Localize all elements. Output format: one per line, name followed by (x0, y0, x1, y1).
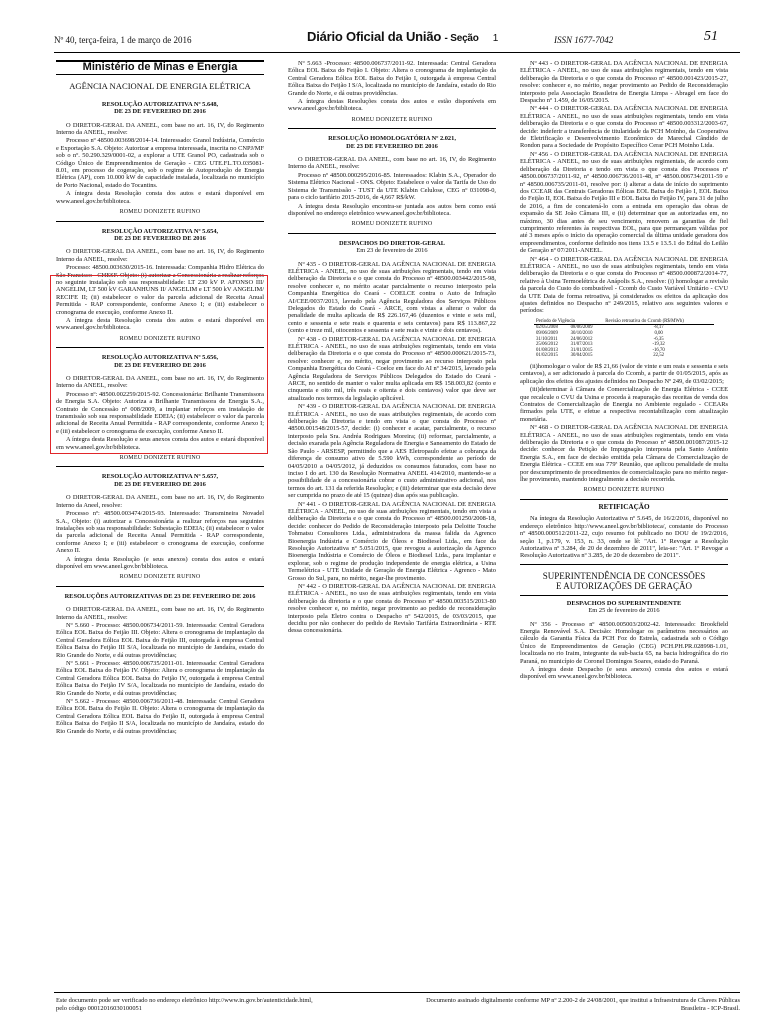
paragraph: Nº 439 - O DIRETOR-GERAL DA AGÊNCIA NACIONAL DE ENERGIA ELÉTRICA - ANEEL, no uso de suas atribuições regimentais, de acordo com deliberação da Diretoria e tendo em vista o que consta do Processo nº 48500.001548/2015-57, decide: (i) conhecer e acatar, parcialmente, o recurso interposto pela Sra. Andréa Rodrigues Moreira; (ii) reformar, parcialmente, a decisão exarada pela Agência Reguladora de Energia e Saneamento do Estado de São Paulo - ARSESP, permitindo que a AES Eletropaulo efetue a cobrança da diferença de consumo ativo de 5.590 kWh, correspondente ao período de 04/05/2010 a 04/05/2012, já deduzidos os consumos faturados, com base no inciso I do art. 130 da Resolução Normativa ANEEL 414/2010, mantendo-se a possibilidade de a concessionária cobrar o custo administrativo adicional, nos termos do art. 131 da referida Resolução; e (iii) determinar que esta decisão deve ser cumprida no prazo de até 15 (quinze) dias após sua publicação. (288, 403, 496, 500)
table-header: Revisão retroativa do Ccomb (R$/MWh) (603, 319, 714, 325)
superintendency-line-1: SUPERINTENDÊNCIA DE CONCESSÕES (542, 570, 706, 581)
paragraph: O DIRETOR-GERAL DA ANEEL, com base no art. 16, IV, do Regimento Interno da ANEEL, resolve: (56, 121, 264, 137)
resolution-title: RESOLUÇÃO AUTORIZATIVA Nº 5.654, (101, 227, 219, 235)
table-cell: -19,32 (652, 342, 665, 348)
paragraph: Nº 443 - O DIRETOR-GERAL DA AGÊNCIA NACIONAL DE ENERGIA ELÉTRICA - ANEEL, no uso de suas atribuições regimentais, tendo em vista deliberação da Diretoria e o que consta do Processo nº 48500.001423/2015-27, resolve: conhecer e, no mérito, negar provimento ao Pedido de Reconsideração interposto pela Associação Brasileira de Energia Limpa - Abragel em face do Despacho nº 1.459, de 16/05/2015. (520, 60, 728, 105)
footer-signature-note: Documento assinado digitalmente conforme MP nº 2.200-2 de 24/08/2001, que institui a Infraestrutura de Chaves Públicas Brasileira - ICP-Brasil. (426, 997, 740, 1012)
resolution-date: DE 23 DE FEVEREIRO DE 2016 (346, 142, 438, 150)
paragraph: Nº 441 - O DIRETOR-GERAL DA AGÊNCIA NACIONAL DE ENERGIA ELÉTRICA - ANEEL, no uso de suas atribuições regimentais, tendo em vista a deliberação da Diretoria e o que consta do Processo nº 48500.001250/2008-18, decide: conhecer do Pedido de Reconsideração interposto pela Deloitte Touche Tohmatsu Consultores Ltda., administradora da massa falida da Agrenco Bioenergia Indústria e Comércio de Óleos e Biodiesel Ltda., em face da Resolução Autorizativa nº 5.051/2015, que revogou a autorização da Agrenco Bioenergia Indústria e Comércio de Óleos e Biodiesel Ltda., para implantar e explorar, sob o regime de produção independente de energia elétrica, a Usina Termelétrica - UTE Unidade de Geração de Energia Elétrica - Agrenco - Mato Grosso do Sul, para, no mérito, negar-lhe provimento. (288, 500, 496, 582)
paragraph: Nº 468 - O DIRETOR-GERAL DA AGÊNCIA NACIONAL DE ENERGIA ELÉTRICA - ANEEL, no uso de suas atribuições regimentais, tendo em vista deliberação da Diretoria e o que consta do Processo nº 48500.001087/2015-12 decide: conhecer da Petição de Impugnação interposta pela Santo Antônio Energia S.A., em face de decisão emitida pela Câmara de Comercialização de Energia Elétrica - CCEE em sua 779ª Reunião, que aplicou penalidade de multa por descumprimento de procedimentos de comercialização para no mérito negar-lhe provimento, mantendo integralmente a decisão recorrida. (520, 424, 728, 484)
divider (56, 466, 264, 467)
table-cell: -8,17 (653, 325, 664, 331)
divider (288, 233, 496, 234)
header-rule (54, 52, 740, 53)
table-cell: 25/06/2012 (536, 342, 558, 348)
issue-date: Nº 40, terça-feira, 1 de março de 2016 (54, 35, 192, 45)
paragraph: Nº 456 - O DIRETOR-GERAL DA AGÊNCIA NACIONAL DE ENERGIA ELÉTRICA - ANEEL, no uso de suas atribuições regimentais, de acordo com deliberação da Diretoria e tendo em vista o que consta dos Processos nº 48500.006737/2011-92, nº 48500.006736/2011-48, nº 48500.006734/2011-59 e nº 48500.006735/2011-01, resolve por: i) alterar a data de início do suprimento dos CCEAR das Centrais Geradoras Eólicas EOL Baixa do Feijão I, EOL Baixa do Feijão II, EOL Baixa do Feijão III e EOL Baixa do Feijão IV, para 31 de julho de 2016, a fim de concatená-lo com a entrada em operação das obras de expansão da SE João Câmara III, e (ii) determinar que as autorizadas em, no máximo, 30 dias antes de seu vencimento, renovem as garantias de fiel cumprimento referentes às respectivas EOL, para que permaneçam válidas por até 3 meses após o início da operação comercial da última unidade geradora dos empreendimentos, conforme definido nos itens 13.5 e 13.5.1 do Edital do Leilão de Geração nº 07/2011-ANEEL. (520, 150, 728, 255)
column-3 (520, 60, 728, 682)
paragraph: A íntegra desta Resolução consta dos autos e estará disponível em www.aneel.gov.br/biblioteca. (56, 190, 264, 205)
table-cell: 08/06/2009 (570, 325, 593, 331)
journal-name: Diário Oficial da União (307, 29, 442, 44)
table-cell: 0,00 (654, 331, 663, 336)
paragraph: O DIRETOR-GERAL DA ANEEL, com base no art. 16, IV, do Regimento Interno da ANEEL, resolve: (56, 248, 264, 263)
signer: ROMEU DONIZETE RUFINO (119, 574, 201, 581)
signer: ROMEU DONIZETE RUFINO (351, 116, 433, 123)
section-label: - Seção (444, 33, 479, 44)
column-2 (288, 60, 496, 636)
dispatch-title: DESPACHOS DO DIRETOR-GERAL (339, 239, 445, 247)
paragraph: A íntegra destas Resoluções consta dos autos e estão disponíveis em www.aneel.gov.br/biblioteca. (288, 98, 496, 113)
paragraph: Nº 464 - O DIRETOR-GERAL DA AGÊNCIA NACIONAL DE ENERGIA ELÉTRICA - ANEEL, no uso de suas atribuições regimentais, tendo em vista deliberação da Diretoria e o que consta do Processo nº 48500.000872/2014-77, relativo à Usina Termoelétrica de Anápolis S.A., resolve: (i) homologar a revisão da parcela do Custo do combustível - Ccomb do Custo Variável Unitário - CVU da UTE Daia de forma retroativa, já considerados os efeitos da aplicação dos ajustes definidos no Despacho nº 249/2015, relativo aos seguintes valores e períodos: (520, 255, 728, 315)
resolution-date: DE 23 DE FEVEREIRO DE 2016 (114, 108, 206, 116)
paragraph: Nº 444 - O DIRETOR-GERAL DA AGÊNCIA NACIONAL DE ENERGIA ELÉTRICA - ANEEL, no uso de suas atribuições regimentais, tendo em vista deliberação da Diretoria e o que consta do Processo nº 48500.003312/2003-67, decide: indeferir a transferência de titularidade da PCH Moinho, da Cooperativa de Eletrificação e Desenvolvimento Econômico de Marechal Cândido de Rondon para a Sociedade de Propósito Específico Cerar PCH Moinho Ltda. (520, 105, 728, 150)
paragraph: Nº 5.662 - Processo: 48500.006736/2011-48. Interessada: Central Geradora Eólica EOL Baixa do Feijão II. Objeto: Altera o cronograma de implantação da Central Geradora Eólica EOL Baixa do Feijão II, outorgada à empresa Central Eólica Baixa do Feijão II S/A, localizada no município de Jandaíra, estado do Rio Grande do Norte, e dá outras providências; (56, 698, 264, 735)
paragraph: Nº 5.661 - Processo: 48500.006735/2011-01. Interessada: Central Geradora Eólica EOL Baixa do Feijão IV. Objeto: Altera o cronograma de implantação da Central Geradora Eólica EOL Baixa do Feijão IV, outorgada à empresa Central Eólica Baixa do Feijão IV S/A, localizada no município de Jandaíra, estado do Rio Grande do Norte, e dá outras providências; (56, 660, 264, 697)
paragraph: Na íntegra da Resolução Autorizativa nº 5.645, de 16/2/2016, disponível no endereço eletrônico http://www.aneel.gov.br/biblioteca/, constante do Processo nº 48500.000512/2011-22, cujo resumo foi publicado no DOU de 19/2/2016, seção 1, p.179, v. 153, n. 33, onde se lê: "Art. 1º Revogar a Resolução Autorizativa nº 3.284, de 20 de dezembro de 2011", leia-se: "Art. 1º Revogar a Resolução Autorizativa nº 3.285, de 20 de dezembro de 2011". (520, 515, 728, 560)
resolution-title: RESOLUÇÃO AUTORIZATIVA Nº 5.657, (101, 473, 219, 481)
retification-title: RETIFICAÇÃO (598, 502, 650, 511)
resolution-title: RESOLUÇÃO HOMOLOGATÓRIA Nº 2.021, (328, 135, 456, 143)
table-cell: 31/01/2015 (570, 347, 593, 353)
divider (56, 221, 264, 222)
table-row (534, 353, 714, 359)
page-number: 51 (704, 29, 718, 44)
table-header: Período de Vigência (534, 319, 603, 325)
journal-title (307, 29, 499, 44)
section-number: 1 (492, 33, 499, 44)
dispatch-date: Em 23 de fevereiro de 2016 (356, 247, 428, 255)
table-cell: 30/04/2015 (570, 353, 593, 359)
paragraph: (ii)homologar o valor de R$ 21,66 (valor de vinte e um reais e sessenta e seis centavos), a ser adicionado à parcela do Ccomb, a partir de 01/05/2015, após as aplicação dos efeitos dos ajustes definidos no Despacho Nº 249, de 03/02/2015; (520, 362, 728, 385)
signer: ROMEU DONIZETE RUFINO (583, 487, 665, 494)
resolution-date: DE 23 DE FEVEREIRO DE 2016 (114, 234, 206, 242)
page-header (54, 29, 740, 50)
paragraph: Processo nº: 48500.003474/2015-93. Interessado: Transmineira Novadel S.A., Objeto: (i) autorizar a Concessionária a realizar reforços nas seguintes instalações sob sua responsabilidade: Subestação EDEIA; (ii) estabelecer o valor da parcela adicional de Receita Anual Permitida - RAP correspondente, conforme Anexo I; e (iii) estabelecer o cronograma de execução, conforme Anexo II. (56, 510, 264, 555)
divider (520, 564, 728, 565)
paragraph: O DIRETOR-GERAL DA ANEEL, com base no art. 16, IV, do Regimento Interno da ANEEL, resolve: (56, 375, 264, 390)
paragraph: Nº 438 - O DIRETOR-GERAL DA AGÊNCIA NACIONAL DE ENERGIA ELÉTRICA - ANEEL, no uso de suas atribuições regimentais, tendo em vista deliberação da Diretoria e o que consta do Processo nº 48500.000621/2015-73, resolve: conhecer e, no mérito, negar provimento ao recurso interposto pela Companhia Energética do Ceará - Coelce em face do AI nº 34/2015, lavrado pela Agência Reguladora de Serviços Públicos Delegados do Estado do Ceará - ARCE, no sentido de manter o valor multa aplicada em R$ 158.003,82 (cento e cinquenta e oito mil, três reais e oitenta e dois centavos) valor que deve ser atualizado nos termos da legislação aplicável. (288, 335, 496, 402)
paragraph: A íntegra deste Despacho (e seus anexos) consta dos autos e estará disponível em www.aneel.gov.br/biblioteca. (520, 665, 728, 681)
divider (56, 586, 264, 587)
agency-heading: AGÊNCIA NACIONAL DE ENERGIA ELÉTRICA (69, 81, 251, 92)
divider (520, 499, 728, 500)
table-cell: 02/05/2008 (536, 325, 558, 331)
table-cell: 31/10/2011 (536, 336, 558, 342)
paragraph: O DIRETOR-GERAL DA ANEEL, com base no art. 16, IV, do Regimento Interno da Aneel, resolve: (56, 494, 264, 509)
table-cell: -16,70 (652, 347, 665, 353)
paragraph: Processo nº 48500.000295/2016-85. Interessados: Klabin S.A., Operador do Sistema Elétrico Nacional - ONS. Objeto: Estabelece o valor da Tarifa de Uso do Sistema de Transmissão - TUST da UTE Klabin Celulose, CEG nº 031098-0, para o ciclo tarifário 2015-2016, de 4,667 R$/kW. (288, 171, 496, 202)
paragraph: Nº 5.663 -Processo: 48500.006737/2011-92. Interessada: Central Geradora Eólica EOL Baixa do Feijão I. Objeto: Altera o cronograma de implantação da Central Geradora Eólica EOL Baixa do Feijão I, outorgada à empresa Central Eólica Baixa do Feijão I S/A, localizada no município de Jandaíra, estado do Rio Grande do Norte, e dá outras providências. (288, 60, 496, 97)
resolutions-title: RESOLUÇÕES AUTORIZATIVAS DE 23 DE FEVEREIRO DE 2016 (64, 592, 256, 600)
paragraph: O DIRETOR-GERAL DA ANEEL, com base no art. 16, IV, do Regimento Interno da ANEEL, resolve: (288, 156, 496, 171)
paragraph: Nº 356 - Processo nº 48500.005003/2002-42. Interessado: Brookfield Energia Renovável S.A. Decisão: Homologar os parâmetros necessários ao cálculo da Garantia Física da PCH Foz do Estrela, cadastrada sob o Código Único de Empreendimentos de Geração (CEG) PCH.PH.PR.028998-1.01, localizada no rio Iraim, integrante da sub-bacia 65, na bacia hidrográfica do rio Paraná, no município de Coronel Domingos Soares, estado do Paraná. (520, 620, 728, 665)
table-cell: 22,52 (653, 353, 665, 359)
signer: ROMEU DONIZETE RUFINO (351, 221, 433, 228)
resolution-title: RESOLUÇÃO AUTORIZATIVA Nº 5.656, (101, 354, 219, 362)
paragraph: A íntegra desta Resolução e seus anexos consta dos autos e estará disponível em www.aneel.gov.br/biblioteca. (56, 436, 264, 451)
highlight-box (50, 275, 268, 454)
paragraph: Processo nº: 48500.002259/2015-92. Concessionária: Brilhante Transmissora de Energia S.A. Objeto: Autoriza a Brilhante Transmissora de Energia S.A., Contrato de Concessão nº 008/2009, a implantar reforços em instalação de transmissão sob sua responsabilidade EDEIA; (ii) estabelecer o valor da parcela adicional de Receita Anual Permitida - RAP correspondente, conforme Anexo I; e (iii) estabelecer o cronograma de execução, conforme Anexo II. (56, 390, 264, 435)
table-cell: -6,35 (653, 336, 664, 342)
table-cell: 01/02/2015 (536, 353, 558, 359)
resolution-date: DE 23 DE FEVEREIRO DE 2016 (114, 480, 206, 488)
paragraph: Nº 5.660 - Processo: 48500.006734/2011-59. Interessada: Central Geradora Eólica EOL Baixa do Feijão III. Objeto: Altera o cronograma de implantação da Central Geradora Eólica EOL Baixa do Feijão III, outorgada à empresa Central Eólica Baixa do Feijão III S/A, localizada no município de Jandaíra, estado do Rio Grande do Norte, e dá outras providências; (56, 621, 264, 659)
table-cell: 24/06/2012 (570, 336, 593, 342)
resolution-date: DE 23 DE FEVEREIRO DE 2016 (114, 361, 206, 369)
paragraph: Processo nº 48500.003698/2014-14. Interessado: Granol Indústria, Comércio e Exportação S.A. Objeto: Autorizar a empresa interessada, inscrita no CNPJ/MF sob o nº. 50.290.329/0001-02, a explorar a UTE Granol PO, cadastrada sob o Código Único de Empreendimentos de Geração - CEG UTE.FL.TO.035081-8.01, em processo de cogeração, sob o regime de Autoprodução de Energia Elétrica (AP), com 10.000 kW de capacidade instalada, localizada no município de Porto Nacional, estado do Tocantins. (56, 137, 264, 189)
signer: ROMEU DONIZETE RUFINO (119, 455, 201, 462)
superintendency-heading (520, 571, 728, 591)
values-table (534, 319, 714, 359)
issn: ISSN 1677-7042 (554, 35, 614, 45)
divider (288, 128, 496, 129)
signer: ROMEU DONIZETE RUFINO (119, 335, 201, 342)
paragraph: Nº 435 - O DIRETOR-GERAL DA AGÊNCIA NACIONAL DE ENERGIA ELÉTRICA - ANEEL, no uso de suas atribuições regimentais, tendo em vista deliberação da Diretoria e o que consta do Processo nº 48500.003442/2015-98, resolve conhecer e, no mérito acatar parcialmente o recurso interposto pela Companhia Energética do Ceará - COELCE contra o Auto de Infração AI/CEE/0037/2013, lavrado pela Agência Reguladora dos Serviços Públicos Delegados do Estado do Ceará - ARCE, com vistas a alterar o valor da penalidade de multa aplicada de R$ 226.167,46 (duzentos e vinte e seis mil, cento e sessenta e sete reais e quarenta e seis centavos) para R$ 113.867,22 (cento e treze mil, oitocentos e sessenta e sete reais e vinte e dois centavos). (288, 260, 496, 335)
superintendency-line-2: E AUTORIZAÇÕES DE GERAÇÃO (555, 580, 693, 591)
paragraph: A íntegra desta Resolução consta dos autos e estará disponível em www.aneel.gov.br/biblioteca. (56, 316, 264, 332)
paragraph: (iii)determinar à Câmara de Comercialização de Energia Elétrica - CCEE que recalcule o CVU da Usina e proceda à reapuração das receitas de venda dos Contratos de Comercialização de Energia no Ambiente regulado - CCEARs firmados pela UTE, e efetue a respectiva recontabilização com atualização monetária. (520, 386, 728, 423)
resolution-title: RESOLUÇÃO AUTORIZATIVA Nº 5.648, (101, 100, 219, 108)
paragraph: A íntegra desta Resolução (e seus anexos) consta dos autos e estará disponível em www.aneel.gov.br/biblioteca. (56, 555, 264, 570)
paragraph: A íntegra desta Resolução encontra-se juntada aos autos bem como está disponível no endereço eletrônico www.aneel.gov.br/biblioteca. (288, 202, 496, 217)
signer: ROMEU DONIZETE RUFINO (119, 209, 201, 216)
dispatch-date: Em 25 de fevereiro de 2016 (588, 607, 660, 615)
table-cell: 31/07/2013 (570, 342, 593, 348)
table-cell: 30/10/2010 (570, 331, 593, 336)
table-cell: 01/08/2013 (536, 347, 558, 353)
paragraph: Processo: 48500.003630/2015-16. Interessada: Companhia Hidro Elétrica do São Francisco - CHESF. Objeto: (i) autorizar a Concessionária a realizar reforços no seguinte instalação sob sua responsabilidade: LT 230 kV P. AFONSO III/ ANGELIM, LT 500 kV GARANHUNS II/ ANGELIM e LT 500 kV ANGELIM/ RECIFE II; (ii) estabelecer o valor da parcela adicional de Receita Anual Permitida - RAP correspondente, conforme Anexo I; e (iii) estabelecer o cronograma de execução, conforme Anexo II. (56, 264, 264, 316)
paragraph: O DIRETOR-GERAL DA ANEEL, com base no art. 16, IV, do Regimento Interno da ANEEL, resolve: (56, 606, 264, 621)
paragraph: Nº 442 - O DIRETOR-GERAL DA AGÊNCIA NACIONAL DE ENERGIA ELÉTRICA - ANEEL, no uso de suas atribuições regimentais, tendo em vista deliberação da diretoria e o que consta do Processo nº 48500.003515/2013-80 resolve conhecer e, no mérito, negar provimento ao pedido de reconsideração interposto pela Eletro contra o Despacho nº 542/2015, de 03/03/2015, que decidiu por não conhecer do pedido de Revisão Tarifária Extraordinária - RTE dessa concessionária. (288, 583, 496, 635)
divider (520, 595, 728, 596)
ministry-heading: Ministério de Minas e Energia (56, 60, 264, 75)
table-cell: 09/06/2009 (536, 331, 558, 336)
footer-rule (54, 992, 740, 993)
dispatch-title: DESPACHOS DO SUPERINTENDENTE (566, 599, 682, 607)
footer-verification: Este documento pode ser verificado no endereço eletrônico http://www.in.gov.br/autenticidade.html, pelo código 00012016030100051 (56, 997, 313, 1012)
